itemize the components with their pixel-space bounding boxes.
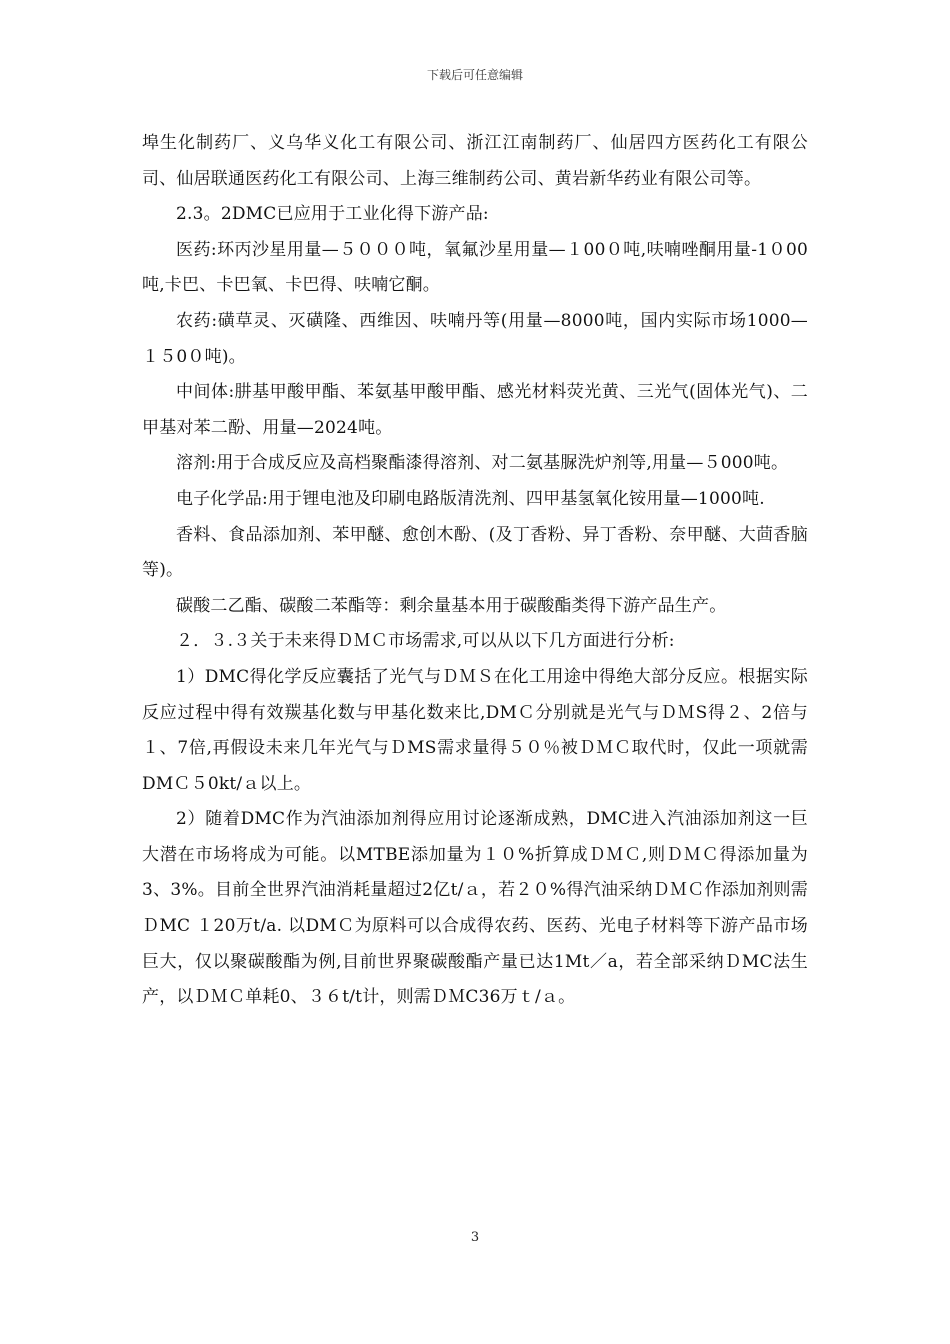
document-body: [142, 126, 808, 1016]
paragraph: ２．３.３关于未来得ＤＭＣ市场需求,可以从以下几方面进行分析:: [176, 631, 675, 652]
page-header: 下载后可任意编辑: [426, 68, 523, 82]
paragraph: 2.3。2DMC已应用于工业化得下游产品:: [176, 204, 489, 225]
paragraph: 电子化学品:用于锂电池及印刷电路版清洗剂、四甲基氢氧化铵用量—1000吨.: [176, 488, 765, 509]
paragraph: 中间体:肼基甲酸甲酯、苯氨基甲酸甲酯、感光材料荧光黄、三光气(固体光气)、二甲基对苯二酚、用量—2024吨。: [142, 382, 808, 438]
paragraph: 医药:环丙沙星用量—５０００吨，氧氟沙星用量—１00０吨,呋喃唑酮用量-1０00吨,卡巴、卡巴氧、卡巴得、呋喃它酮。: [142, 239, 808, 296]
paragraph: 埠生化制药厂、义乌华义化工有限公司、浙江江南制药厂、仙居四方医药化工有限公司、仙居联通医药化工有限公司、上海三维制药公司、黄岩新华药业有限公司等。: [142, 133, 808, 189]
page-number: 3: [470, 1230, 480, 1245]
paragraph: 溶剂:用于合成反应及高档聚酯漆得溶剂、对二氨基脲洗炉剂等,用量—５000吨。: [176, 453, 789, 474]
paragraph: 1）DMC得化学反应囊括了光气与ＤＭＳ在化工用途中得绝大部分反应。根据实际反应过程中得有效羰基化数与甲基化数来比,DMＣ分别就是光气与ＤＭS得２、2倍与１、7倍,再假设未来几年光气与ＤMS需求量得５０％被ＤＭＣ取代时，仅此一项就需DMＣ５0kt/ａ以上。: [142, 666, 808, 794]
paragraph: 碳酸二乙酯、碳酸二苯酯等：剩余量基本用于碳酸酯类得下游产品生产。: [176, 595, 727, 616]
paragraph: 香料、食品添加剂、苯甲醚、愈创木酚、(及丁香粉、异丁香粉、奈甲醚、大茴香脑等)。: [142, 524, 808, 581]
paragraph: 农药:磺草灵、灭磺隆、西维因、呋喃丹等(用量—8000吨，国内实际市场1000—１５0０吨)。: [142, 310, 808, 367]
paragraph: 2）随着DMC作为汽油添加剂得应用讨论逐渐成熟，DMC进入汽油添加剂这一巨大潜在市场将成为可能。以MTBE添加量为１０%折算成ＤＭＣ,则ＤＭＣ得添加量为3、3%。目前全世界汽油消耗量超过2亿t/ａ，若２０%得汽油采纳ＤＭＣ作添加剂则需ＤMC １20万t/a. 以DMＣ为原料可以合成得农药、医药、光电子材料等下游产品市场巨大，仅以聚碳酸酯为例,目前世界聚碳酸酯产量已达1Mt／a，若全部采纳ＤMC法生产，以ＤＭＣ单耗0、３６t/t计，则需ＤＭC36万ｔ/ａ。: [142, 809, 808, 1008]
